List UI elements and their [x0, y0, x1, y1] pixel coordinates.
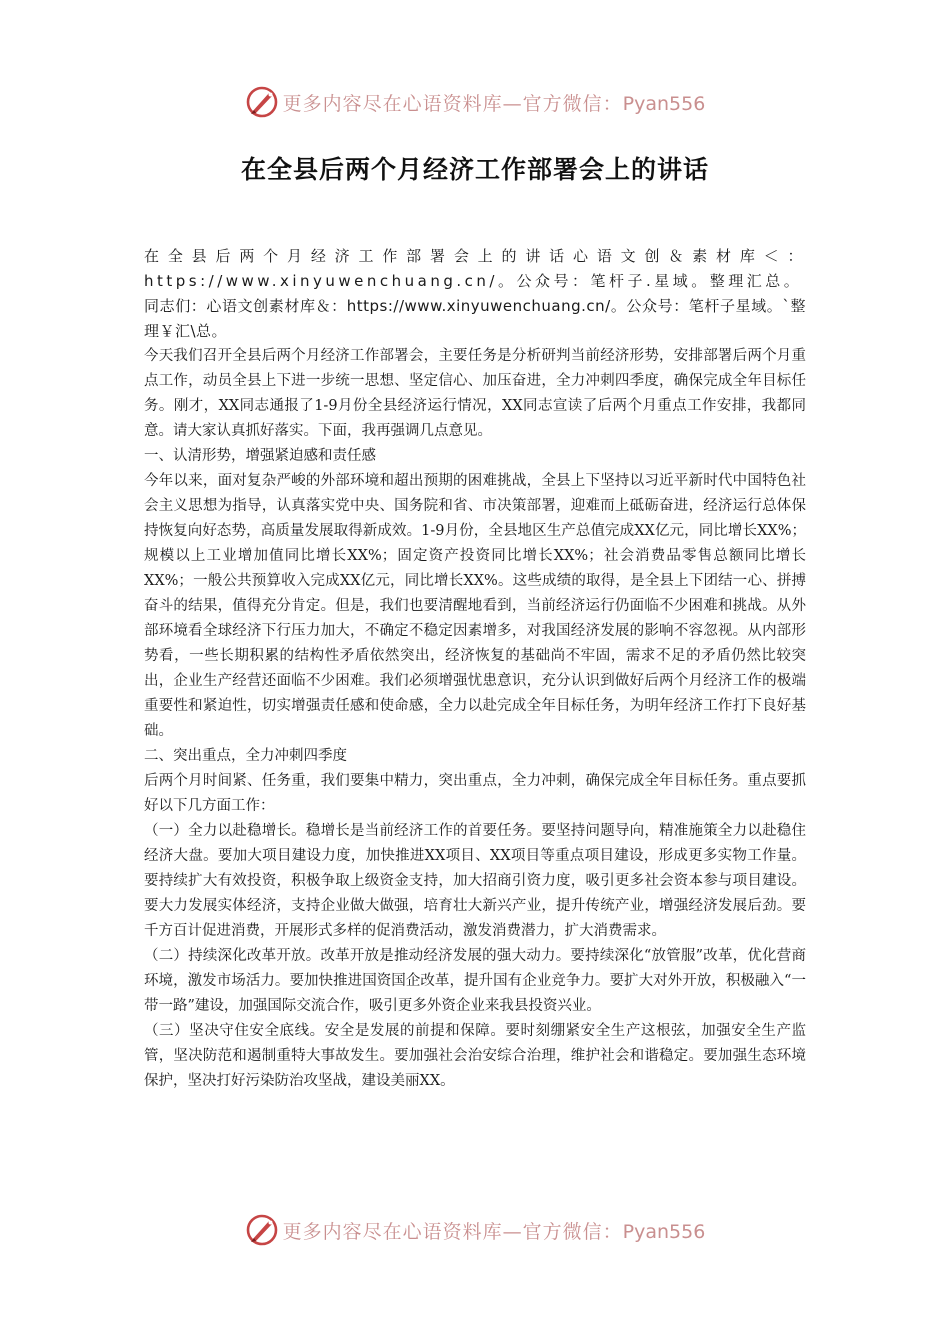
footer-banner	[0, 1210, 950, 1250]
paragraph: （二）持续深化改革开放。改革开放是推动经济发展的强大动力。要持续深化“放管服”改革，优化营商环境，激发市场活力。要加快推进国资国企改革，提升国有企业竞争力。要扩大对外开放，积极融入“一带一路”建设，加强国际交流合作，吸引更多外资企业来我县投资兴业。	[144, 948, 806, 1014]
paragraph: （一）全力以赴稳增长。稳增长是当前经济工作的首要任务。要坚持问题导向，精准施策全力以赴稳住经济大盘。要加大项目建设力度，加快推进XX项目、XX项目等重点项目建设，形成更多实物工作量。要持续扩大有效投资，积极争取上级资金支持，加大招商引资力度，吸引更多社会资本参与项目建设。要大力发展实体经济，支持企业做大做强，培育壮大新兴产业，提升传统产业，增强经济发展后劲。要千方百计促进消费，开展形式多样的促消费活动，激发消费潜力，扩大消费需求。	[144, 823, 806, 939]
paragraph: 后两个月时间紧、任务重，我们要集中精力，突出重点，全力冲刺，确保完成全年目标任务。重点要抓好以下几方面工作：	[144, 773, 806, 814]
brush-pen-logo-icon	[245, 1213, 279, 1247]
paragraph: 在全县后两个月经济工作部署会上的讲话心语文创＆素材库＜：https://www.xinyuwenchuang.cn/。公众号：笔杆子.星域。整理汇总。	[144, 247, 806, 290]
section-heading: 二、突出重点，全力冲刺四季度	[144, 748, 347, 764]
paragraph: 今年以来，面对复杂严峻的外部环境和超出预期的困难挑战，全县上下坚持以习近平新时代中国特色社会主义思想为指导，认真落实党中央、国务院和省、市决策部署，迎难而上砥砺奋进，经济运行总体保持恢复向好态势，高质量发展取得新成效。1-9月份，全县地区生产总值完成XX亿元，同比增长XX%；规模以上工业增加值同比增长XX%；固定资产投资同比增长XX%；社会消费品零售总额同比增长XX%；一般公共预算收入完成XX亿元，同比增长XX%。这些成绩的取得，是全县上下团结一心、拼搏奋斗的结果，值得充分肯定。但是，我们也要清醒地看到，当前经济运行仍面临不少困难和挑战。从外部环境看全球经济下行压力加大，不确定不稳定因素增多，对我国经济发展的影响不容忽视。从内部形势看，一些长期积累的结构性矛盾依然突出，经济恢复的基础尚不牢固，需求不足的矛盾仍然比较突出，企业生产经营还面临不少困难。我们必须增强忧患意识，充分认识到做好后两个月经济工作的极端重要性和紧迫性，切实增强责任感和使命感，全力以赴完成全年目标任务，为明年经济工作打下良好基础。	[144, 473, 806, 739]
paragraph: （三）坚决守住安全底线。安全是发展的前提和保障。要时刻绷紧安全生产这根弦，加强安全生产监管，坚决防范和遏制重特大事故发生。要加强社会治安综合治理，维护社会和谐稳定。要加强生态环境保护，坚决打好污染防治攻坚战，建设美丽XX。	[144, 1023, 806, 1089]
document-title: 在全县后两个月经济工作部署会上的讲话	[240, 155, 709, 184]
brush-pen-logo-icon	[245, 85, 279, 119]
header-banner	[0, 82, 950, 122]
paragraph: 同志们：心语文创素材库＆：https://www.xinyuwenchuang.cn/。公众号：笔杆子星域。`整理￥汇\总。	[144, 297, 806, 340]
document-body	[144, 244, 806, 1094]
paragraph: 今天我们召开全县后两个月经济工作部署会，主要任务是分析研判当前经济形势，安排部署后两个月重点工作，动员全县上下进一步统一思想、坚定信心、加压奋进，全力冲刺四季度，确保完成全年目标任务。刚才，XX同志通报了1-9月份全县经济运行情况，XX同志宣读了后两个月重点工作安排，我都同意。请大家认真抓好落实。下面，我再强调几点意见。	[144, 348, 806, 439]
banner-text: 更多内容尽在心语资料库—官方微信：Pyan556	[282, 1220, 706, 1243]
banner-text: 更多内容尽在心语资料库—官方微信：Pyan556	[282, 92, 706, 115]
section-heading: 一、认清形势，增强紧迫感和责任感	[144, 448, 376, 464]
